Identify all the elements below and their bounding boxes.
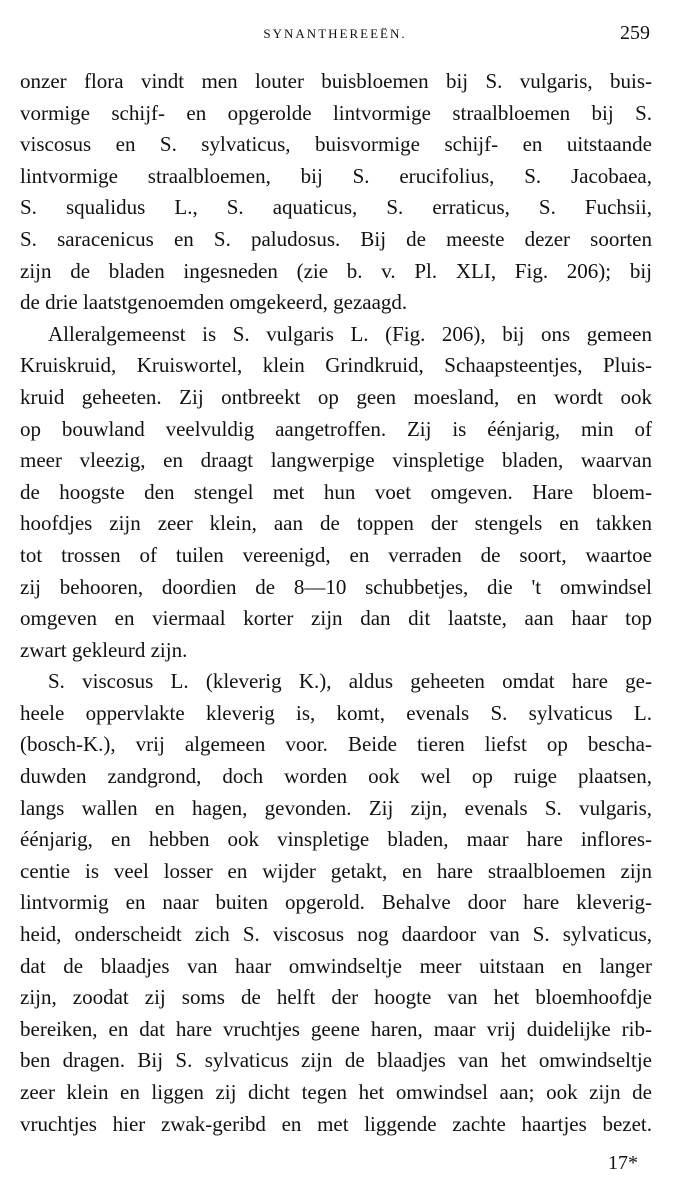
text-line: heele oppervlakte kleverig is, komt, evenals S. sylvaticus L. [20,700,652,725]
text-line: viscosus en S. sylvaticus, buisvormige schijf- en uitstaande [20,132,652,157]
text-line: de drie laatstgenoemden omgekeerd, gezaagd. [20,290,408,315]
text-line: tot trossen of tuilen vereenigd, en verraden de soort, waartoe [20,542,652,567]
text-line: onzer flora vindt men louter buisbloemen bij S. vulgaris, buis- [20,69,652,93]
text-line: Kruiskruid, Kruiswortel, klein Grindkruid, Schaapsteentjes, Pluis- [20,353,652,378]
running-head: SYNANTHEREEËN. [263,26,407,41]
text-line: vruchtjes hier zwak-geribd en met liggende zachte haartjes bezet. [20,1111,652,1136]
text-line: lintvormig en naar buiten opgerold. Behalve door hare kleverig- [20,890,652,915]
page-number: 259 [620,22,650,44]
text-line: heid, onderscheidt zich S. viscosus nog daardoor van S. sylvaticus, [20,922,652,947]
signature-mark: 17* [608,1152,638,1174]
text-line: kruid geheeten. Zij ontbreekt op geen moesland, en wordt ook [20,384,652,409]
text-line: zij behooren, doordien de 8—10 schubbetjes, die 't omwindsel [20,574,652,599]
text-line: S. saracenicus en S. paludosus. Bij de meeste dezer soorten [20,226,652,251]
text-line: S. squalidus L., S. aquaticus, S. erraticus, S. Fuchsii, [20,195,652,220]
text-line: op bouwland veelvuldig aangetroffen. Zij is éénjarig, min of [20,416,652,441]
text-line: éénjarig, en hebben ook vinspletige bladen, maar hare inflores- [20,827,652,852]
text-line: (bosch-K.), vrij algemeen voor. Beide tieren liefst op bescha- [20,732,652,757]
text-line: hoofdjes zijn zeer klein, aan de toppen der stengels en takken [20,511,652,536]
text-line: Alleralgemeenst is S. vulgaris L. (Fig. 206), bij ons gemeen [48,321,652,346]
text-line: centie is veel losser en wijder getakt, en hare straalbloemen zijn [20,858,652,883]
body-text [20,66,652,1140]
text-line: meer vleezig, en draagt langwerpige vinspletige bladen, waarvan [20,448,652,473]
text-line: vormige schijf- en opgerolde lintvormige straalbloemen bij S. [20,100,652,125]
text-line: bereiken, en dat hare vruchtjes geene haren, maar vrij duidelijke rib- [20,1016,652,1041]
text-line: zeer klein en liggen zij dicht tegen het omwindsel aan; ook zijn de [20,1080,652,1104]
text-line: duwden zandgrond, doch worden ook wel op ruige plaatsen, [20,764,652,789]
text-line: ben dragen. Bij S. sylvaticus zijn de blaadjes van het omwindseltje [20,1048,652,1073]
page-header [20,22,650,46]
text-line: dat de blaadjes van haar omwindseltje meer uitstaan en langer [20,953,652,978]
text-line: zijn, zoodat zij soms de helft der hoogte van het bloemhoofdje [20,985,652,1010]
text-line: lintvormige straalbloemen, bij S. erucifolius, S. Jacobaea, [20,163,652,188]
text-line: de hoogste den stengel met hun voet omgeven. Hare bloem- [20,479,652,504]
text-line: omgeven en viermaal korter zijn dan dit laatste, aan haar top [20,606,652,631]
text-line: S. viscosus L. (kleverig K.), aldus geheeten omdat hare ge- [48,669,652,694]
text-line: zwart gekleurd zijn. [20,637,188,662]
text-line: zijn de bladen ingesneden (zie b. v. Pl. XLI, Fig. 206); bij [20,258,652,283]
text-line: langs wallen en hagen, gevonden. Zij zijn, evenals S. vulgaris, [20,795,652,820]
